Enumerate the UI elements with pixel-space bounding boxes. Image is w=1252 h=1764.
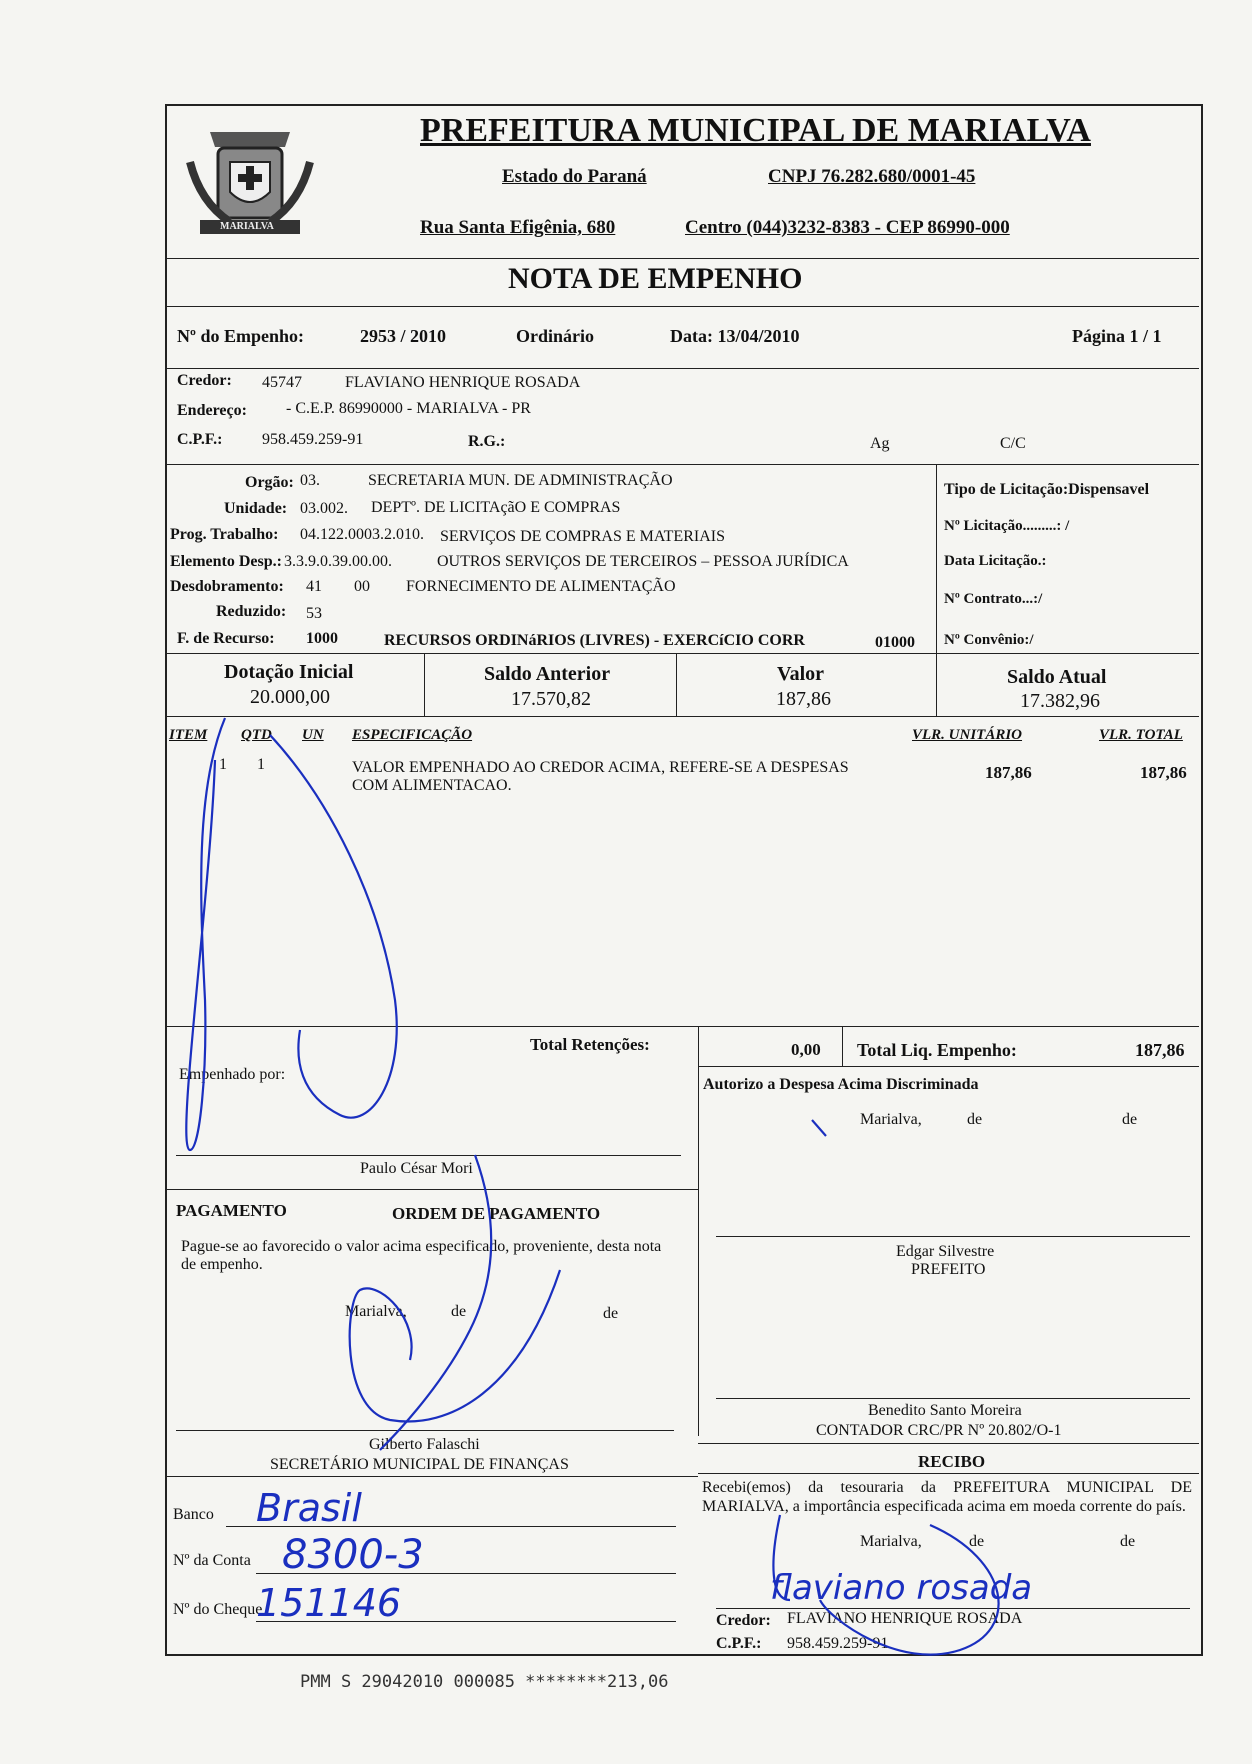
header-contact: Centro (044)3232-8383 - CEP 86990-000 (685, 217, 1010, 238)
ordem-pagamento: ORDEM DE PAGAMENTO (392, 1204, 601, 1223)
cheque-label: Nº do Cheque (173, 1601, 263, 1618)
empenho-label: Nº do Empenho: (177, 326, 304, 346)
cpf-value: 958.459.259-91 (262, 431, 364, 448)
item-unit: 187,86 (985, 763, 1032, 782)
recibo-place: Marialva, (860, 1533, 922, 1550)
prog-name: SERVIÇOS DE COMPRAS E MATERIAIS (440, 528, 725, 545)
endereco-label: Endereço: (177, 402, 247, 419)
empenho-type: Ordinário (516, 326, 595, 346)
secretario-name: Gilberto Falaschi (369, 1436, 480, 1453)
recibo-label: RECIBO (918, 1452, 986, 1471)
unidade-code: 03.002. (300, 500, 348, 517)
item-qtd: 1 (257, 756, 265, 773)
elemento-code: 3.3.9.0.39.00.00. (284, 553, 392, 570)
pagamento-place: Marialva, (345, 1303, 407, 1320)
conta-handwriting: 8300-3 (282, 1532, 424, 1578)
orgao-code: 03. (300, 472, 320, 489)
orgao-name: SECRETARIA MUN. DE ADMINISTRAÇÃO (368, 472, 673, 489)
doc-title: NOTA DE EMPENHO (508, 262, 803, 295)
pagamento-text: Pague-se ao favorecido o valor acima especificado, proveniente, desta nota de empenho. (181, 1238, 662, 1273)
recurso-num: 01000 (875, 634, 915, 651)
autorizo-de2: de (1122, 1111, 1138, 1128)
credor-code: 45747 (262, 374, 302, 391)
item-desc-line1: VALOR EMPENHADO AO CREDOR ACIMA, REFERE-SE A DESPESAS (352, 759, 849, 776)
contador-role: CONTADOR CRC/PR Nº 20.802/O-1 (816, 1422, 1062, 1439)
autorizo-de1: de (967, 1111, 983, 1128)
prog-label: Prog. Trabalho: (170, 526, 279, 543)
anterior-label: Saldo Anterior (484, 663, 611, 685)
secretario-role: SECRETÁRIO MUNICIPAL DE FINANÇAS (270, 1456, 569, 1473)
atual-value: 17.382,96 (1020, 690, 1100, 712)
licitacao-data: Data Licitação.: (944, 553, 1047, 569)
empenhado-name: Paulo César Mori (360, 1160, 473, 1177)
orgao-label: Orgão: (245, 474, 294, 491)
credor-name: FLAVIANO HENRIQUE ROSADA (345, 374, 581, 391)
recibo-credor-name: FLAVIANO HENRIQUE ROSADA (787, 1610, 1023, 1627)
retencoes-value: 0,00 (791, 1040, 821, 1059)
reduzido-value: 53 (306, 605, 322, 622)
col-total: VLR. TOTAL (1099, 727, 1183, 743)
header-address: Rua Santa Efigênia, 680 (420, 217, 616, 238)
prog-code: 04.122.0003.2.010. (300, 526, 424, 543)
valor-value: 187,86 (776, 688, 831, 710)
recurso-code: 1000 (306, 630, 338, 647)
crest-text: MARIALVA (220, 221, 274, 232)
valor-label: Valor (777, 663, 825, 685)
col-item: ITEM (169, 727, 208, 743)
banco-handwriting: Brasil (256, 1486, 362, 1530)
empenho-page: Página 1 / 1 (1072, 326, 1162, 346)
empenhado-label: Empenhado por: (179, 1066, 286, 1083)
autorizo-place: Marialva, (860, 1111, 922, 1128)
col-unit: VLR. UNITÁRIO (912, 727, 1023, 743)
licitacao-num: Nº Licitação.........: / (944, 518, 1070, 534)
header-cnpj: CNPJ 76.282.680/0001-45 (768, 166, 976, 187)
licitacao-convenio: Nº Convênio:/ (944, 632, 1034, 648)
dotacao-label: Dotação Inicial (224, 661, 354, 683)
recibo-de2: de (1120, 1533, 1136, 1550)
empenho-number: 2953 / 2010 (360, 326, 447, 346)
payment-stamp: PMM S 29042010 000085 ********213,06 (300, 1672, 669, 1692)
cheque-handwriting: 151146 (256, 1581, 402, 1625)
recurso-label: F. de Recurso: (177, 630, 275, 647)
licitacao-contrato: Nº Contrato...:/ (944, 591, 1043, 607)
col-espec: ESPECIFICAÇÃO (352, 727, 473, 743)
recibo-de1: de (969, 1533, 985, 1550)
liquido-value: 187,86 (1135, 1040, 1185, 1060)
prefeito-role: PREFEITO (911, 1261, 986, 1278)
autorizo-label: Autorizo a Despesa Acima Discriminada (703, 1076, 979, 1093)
reduzido-label: Reduzido: (216, 603, 287, 620)
pagamento-label: PAGAMENTO (176, 1201, 287, 1220)
unidade-name: DEPTº. DE LICITAçãO E COMPRAS (371, 499, 621, 516)
desdob-label: Desdobramento: (170, 578, 284, 595)
credor-label: Credor: (177, 372, 232, 389)
cpf-label: C.P.F.: (177, 431, 223, 448)
ag-label: Ag (870, 435, 890, 452)
prefeito-name: Edgar Silvestre (896, 1243, 995, 1260)
pagamento-de2: de (603, 1305, 619, 1322)
empenho-date: Data: 13/04/2010 (670, 326, 800, 346)
unidade-label: Unidade: (224, 500, 288, 517)
col-qtd: QTD (241, 727, 272, 743)
liquido-label: Total Liq. Empenho: (857, 1040, 1017, 1060)
recibo-text: Recebi(emos) da tesouraria da PREFEITURA MUNICIPAL DE MARIALVA, a importância especificada acima em moeda corrente do país. (702, 1479, 1192, 1515)
recibo-credor-label: Credor: (716, 1612, 771, 1629)
item-number: 1 (219, 756, 227, 773)
recibo-cpf-label: C.P.F.: (716, 1635, 762, 1652)
contador-name: Benedito Santo Moreira (868, 1402, 1022, 1419)
recibo-cpf-value: 958.459.259-91 (787, 1635, 889, 1652)
conta-label: Nº da Conta (173, 1552, 251, 1569)
retencoes-label: Total Retenções: (530, 1035, 650, 1054)
anterior-value: 17.570,82 (511, 688, 591, 710)
item-desc-line2: COM ALIMENTACAO. (352, 777, 512, 794)
banco-label: Banco (173, 1506, 214, 1523)
atual-label: Saldo Atual (1007, 666, 1107, 688)
pagamento-de1: de (451, 1303, 467, 1320)
recurso-name: RECURSOS ORDINáRIOS (LIVRES) - EXERCíCIO CORR (384, 632, 805, 649)
credor-signature: flaviano rosada (770, 1568, 1033, 1608)
item-total: 187,86 (1140, 763, 1187, 782)
header-title: PREFEITURA MUNICIPAL DE MARIALVA (420, 112, 1091, 149)
cc-label: C/C (1000, 435, 1026, 452)
header-state: Estado do Paraná (502, 166, 647, 187)
desdob-name: FORNECIMENTO DE ALIMENTAÇÃO (406, 578, 676, 595)
desdob-sub: 00 (354, 578, 370, 595)
desdob-code: 41 (306, 578, 322, 595)
dotacao-value: 20.000,00 (250, 686, 330, 708)
rg-label: R.G.: (468, 433, 506, 450)
endereco-value: - C.E.P. 86990000 - MARIALVA - PR (286, 400, 531, 417)
col-un: UN (302, 727, 324, 743)
elemento-label: Elemento Desp.: (170, 553, 282, 570)
elemento-name: OUTROS SERVIÇOS DE TERCEIROS – PESSOA JURÍDICA (437, 553, 849, 570)
licitacao-tipo: Tipo de Licitação:Dispensavel (944, 481, 1150, 498)
